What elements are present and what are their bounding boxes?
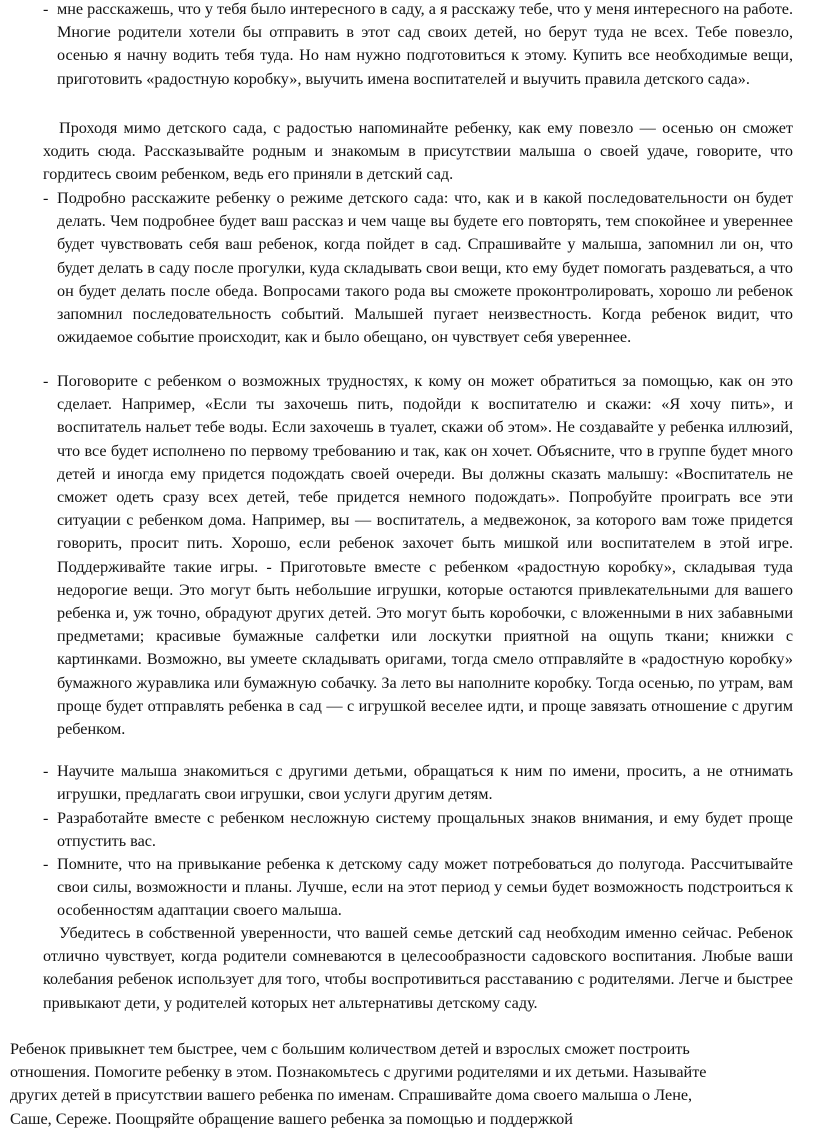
text-line: Ребенок привыкнет тем быстрее, чем с большим количеством детей и взрослых сможет построить [10,1040,690,1058]
paragraph [43,922,793,1015]
closing-paragraph [10,1038,790,1131]
list-dash: - [43,189,49,207]
list-item [43,0,793,91]
paragraph-text: мне расскажешь, что у тебя было интересного в саду, а я расскажу тебе, что у меня интересного на работе. Многие родители хотели бы отправить в этот сад своих детей, но берут туда не всех. Тебе повезло, осенью я начну водить тебя туда. Но нам нужно подготовиться к этому. Купить все необходимые вещи, приготовить «радостную коробку», выучить имена воспитателей и выучить правила детского сада». [57,0,793,88]
paragraph-text: Разработайте вместе с ребенком несложную систему прощальных знаков внимания, и ему будет проще отпустить вас. [57,809,793,851]
list-dash: - [43,855,49,873]
list-dash: - [43,372,49,390]
list-dash: - [43,809,49,827]
list-dash: - [43,0,49,18]
paragraph-text: Подробно расскажите ребенку о режиме детского сада: что, как и в какой последовательности он будет делать. Чем подробнее будет ваш рассказ и чем чаще вы будете его повторять, тем спокойнее и увереннее будет чувствовать себя ваш ребенок, когда пойдет в сад. Спрашивайте у малыша, запомнил ли он, что будет делать в саду после прогулки, куда складывать свои вещи, кто ему будет помогать раздеваться, а что он будет делать после обеда. Вопросами такого рода вы сможете проконтролировать, хорошо ли ребенок запомнил последовательность событий. Малышей пугает неизвестность. Когда ребенок видит, что ожидаемое событие происходит, как и было обещано, он чувствует себя увереннее. [57,189,793,347]
list-item [43,370,793,741]
list-item [43,807,793,853]
paragraph-text: Проходя мимо детского сада, с радостью напоминайте ребенку, как ему повезло — осенью он сможет ходить сюда. Рассказывайте родным и знакомым в присутствии малыша о своей удаче, говорите, что гордитесь своим ребенком, ведь его приняли в детский сад. [43,119,793,184]
text-line: Саше, Сереже. Поощряйте обращение вашего ребенка за помощью и поддержкой [10,1109,573,1128]
text-line: отношения. Помогите ребенку в этом. Познакомьтесь с другими родителями и их детьми. Называйте [10,1063,707,1082]
list-dash: - [43,762,49,780]
text-line: других детей в присутствии вашего ребенка по именам. Спрашивайте дома своего малыша о Лене, [10,1086,693,1105]
list-item [43,187,793,349]
paragraph [43,117,793,187]
paragraph-text: Убедитесь в собственной уверенности, что вашей семье детский сад необходим именно сейчас. Ребенок отлично чувствует, когда родители сомневаются в целесообразности садовского воспитания. Любые ваши колебания ребенок использует для того, чтобы воспротивиться расставанию с родителями. Легче и быстрее привыкают дети, у родителей которых нет альтернативы детскому саду. [43,924,793,1012]
list-item [43,760,793,806]
paragraph-text: Научите малыша знакомиться с другими детьми, обращаться к ним по имени, просить, а не отнимать игрушки, предлагать свои игрушки, свои услуги другим детям. [57,762,793,804]
paragraph-text: Помните, что на привыкание ребенка к детскому саду может потребоваться до полугода. Рассчитывайте свои силы, возможности и планы. Лучше, если на этот период у семьи будет возможность подстроиться к особенностям адаптации своего малыша. [57,855,793,920]
list-item [43,853,793,923]
paragraph-text: Поговорите с ребенком о возможных трудностях, к кому он может обратиться за помощью, как он это сделает. Например, «Если ты захочешь пить, подойди к воспитателю и скажи: «Я хочу пить», и воспитатель нальет тебе воды. Если захочешь в туалет, скажи об этом». Не создавайте у ребенка иллюзий, что все будет исполнено по первому требованию и так, как он хочет. Объясните, что в группе будет много детей и иногда ему придется подождать своей очереди. Вы должны сказать малышу: «Воспитатель не сможет одеть сразу всех детей, тебе придется немного подождать». Попробуйте проиграть все эти ситуации с ребенком дома. Например, вы — воспитатель, а медвежонок, за которого вам тоже придется говорить, просит пить. Хорошо, если ребенок захочет быть мишкой или воспитателем в этой игре. Поддерживайте такие игры. - Приготовьте вместе с ребенком «радостную коробку», складывая туда недорогие вещи. Это могут быть небольшие игрушки, которые остаются привлекательными для вашего ребенка и, уж точно, обрадуют других детей. Это могут быть коробочки, с вложенными в них забавными предметами; красивые бумажные салфетки или лоскутки приятной на ощупь ткани; книжки с картинками. Возможно, вы умеете складывать оригами, тогда смело отправляйте в «радостную коробку» бумажного журавлика или бумажную собачку. За лето вы наполните коробку. Тогда осенью, по утрам, вам проще будет отправлять ребенка в сад — с игрушкой веселее идти, и проще завязать отношение с другим ребенком. [57,372,793,739]
